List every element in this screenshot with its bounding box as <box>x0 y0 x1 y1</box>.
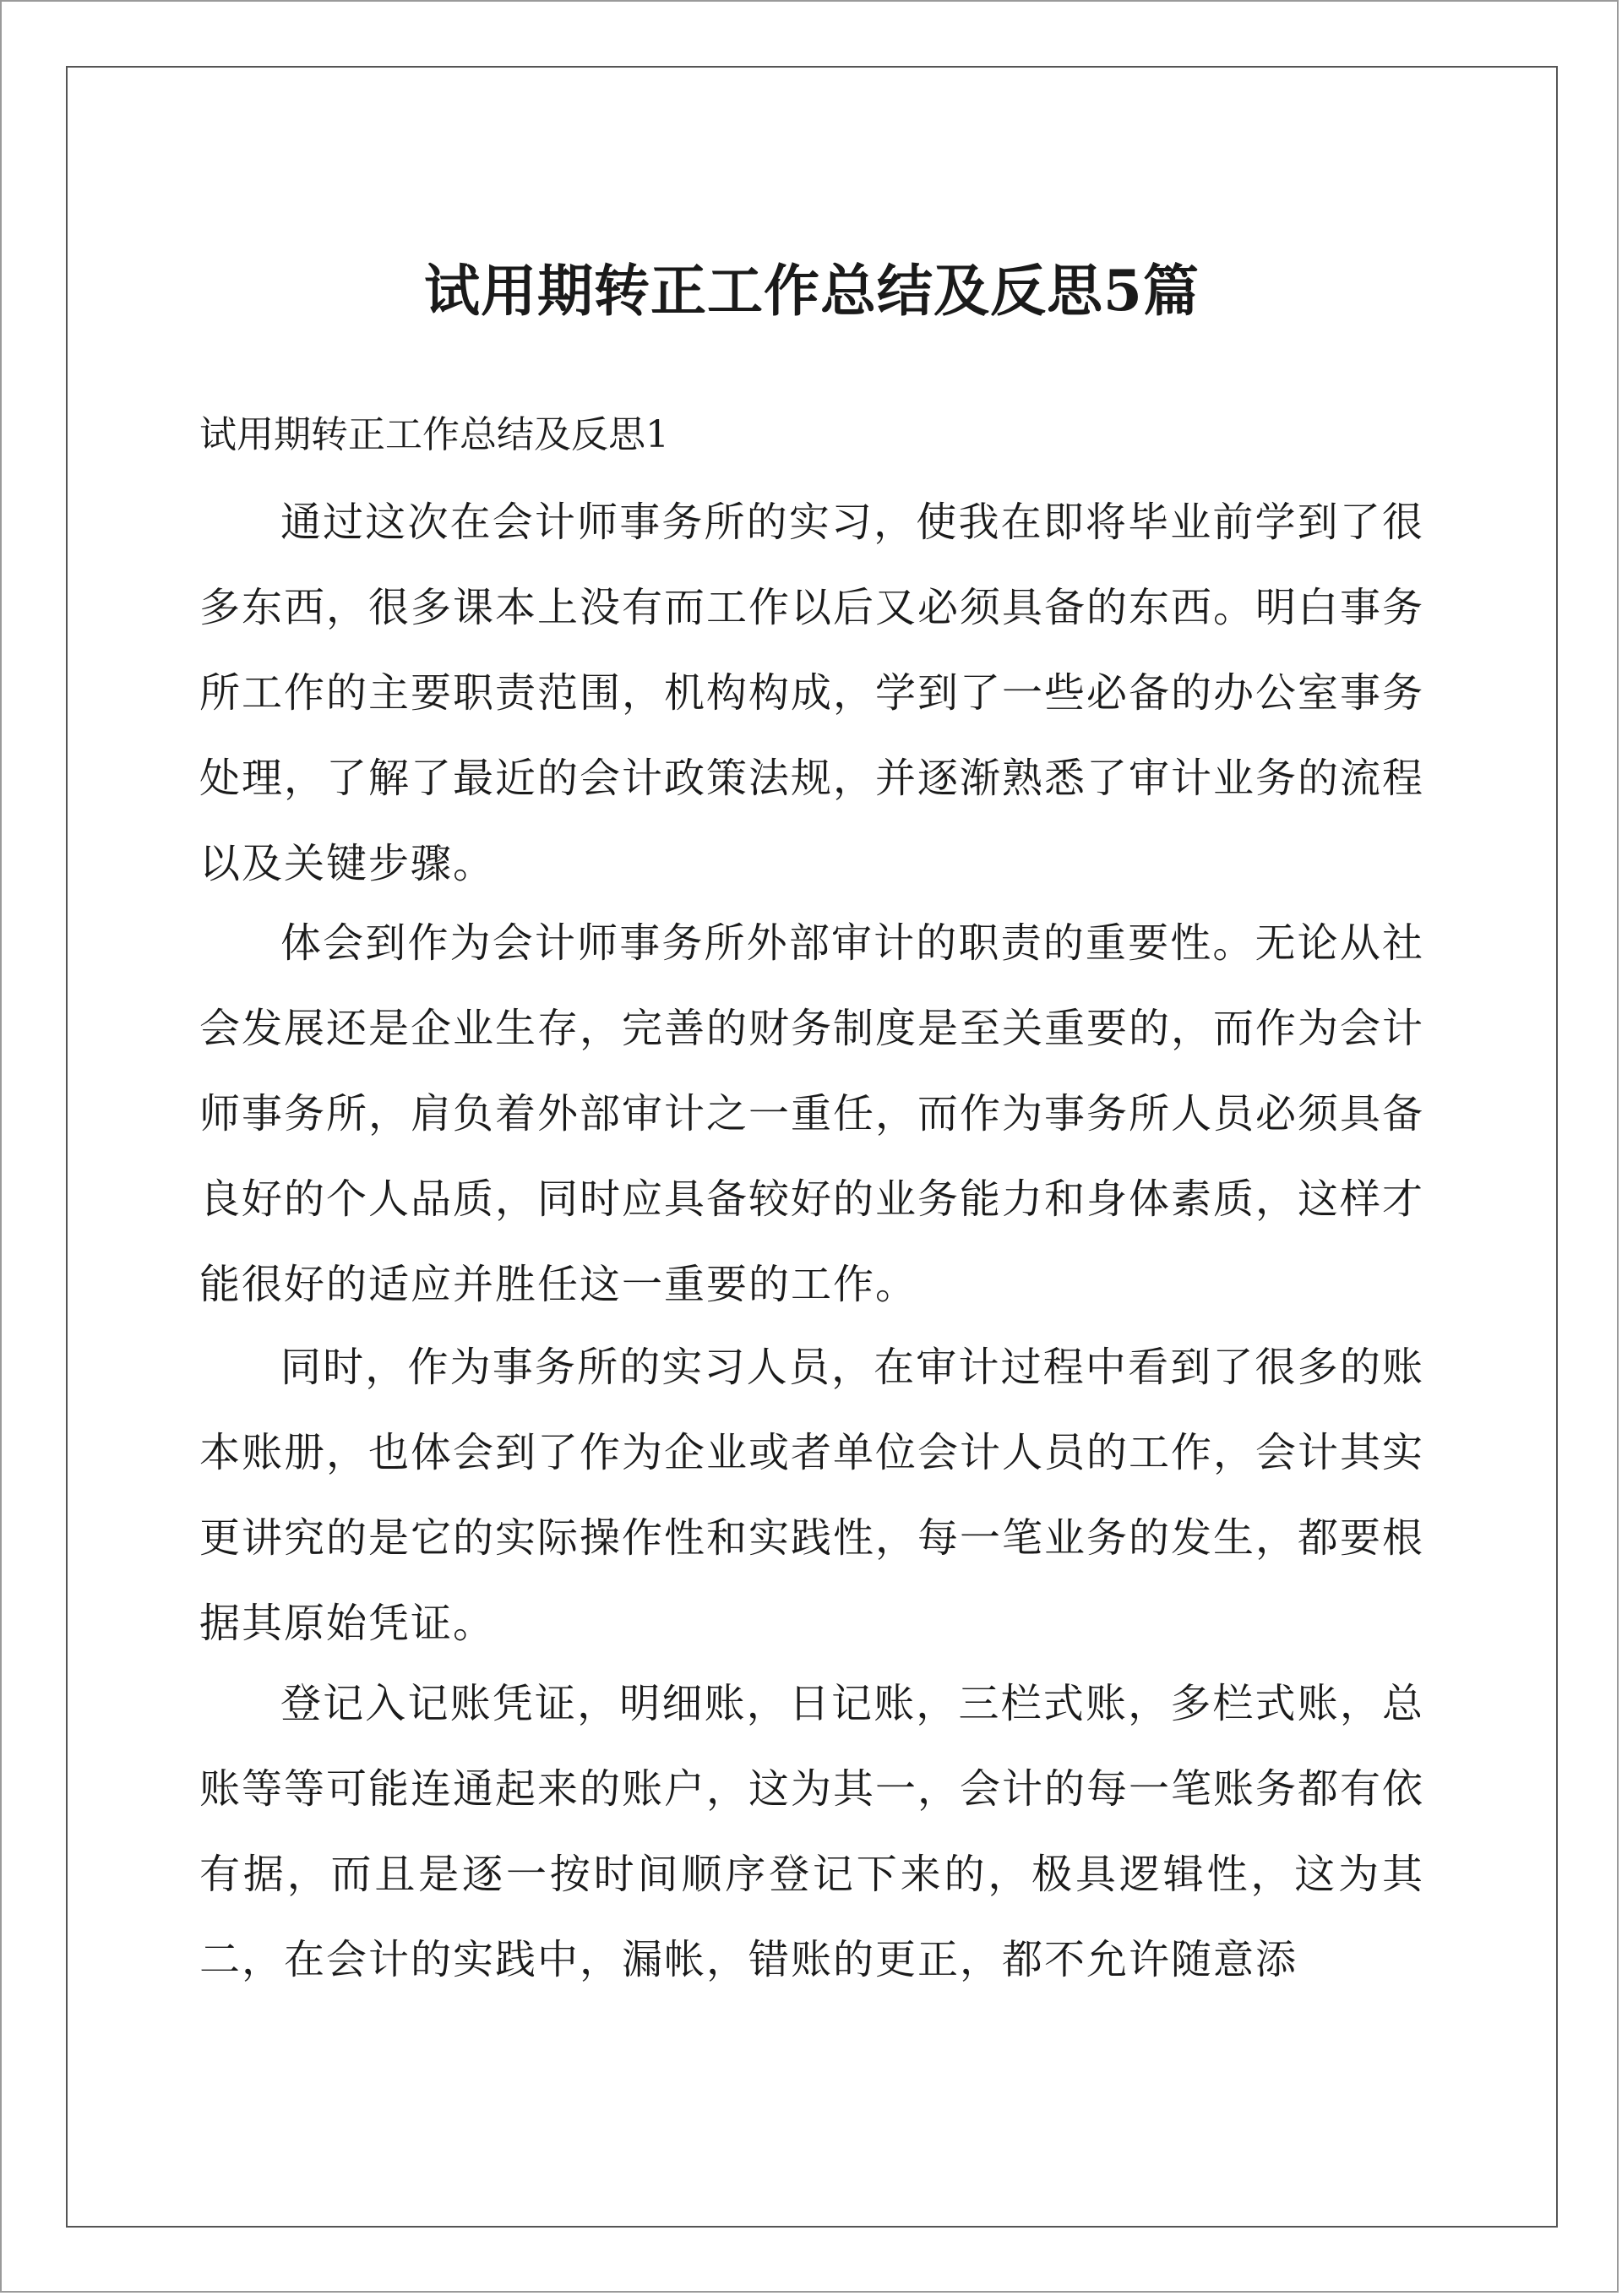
paragraph: 体会到作为会计师事务所外部审计的职责的重要性。无论从社会发展还是企业生存，完善的财务制度是至关重要的，而作为会计师事务所，肩负着外部审计之一重任，而作为事务所人员必须具备良好的个人品质，同时应具备较好的业务能力和身体素质，这样才能很好的适应并胜任这一重要的工作。 <box>199 919 1425 1308</box>
paragraph: 通过这次在会计师事务所的实习，使我在即将毕业前学到了很多东西，很多课本上没有而工作以后又必须具备的东西。明白事务所工作的主要职责范围，机构构成，学到了一些必备的办公室事务处理，了解了最近的会计政策法规，并逐渐熟悉了审计业务的流程以及关键步骤。 <box>199 499 1425 887</box>
section-heading: 试用期转正工作总结及反思1 <box>199 413 669 456</box>
paragraph: 登记入记账凭证，明细账，日记账，三栏式账，多栏式账，总账等等可能连通起来的账户，这为其一，会计的每一笔账务都有依有据，而且是逐一按时间顺序登记下来的，极具逻辑性，这为其二，在会计的实践中，漏帐，错账的更正，都不允许随意添 <box>199 1680 1425 1983</box>
paragraph: 同时，作为事务所的实习人员，在审计过程中看到了很多的账本账册，也体会到了作为企业或者单位会计人员的工作，会计其实更讲究的是它的实际操作性和实践性，每一笔业务的发生，都要根据其原始凭证。 <box>199 1344 1425 1647</box>
document-title: 试用期转正工作总结及反思5篇 <box>424 258 1200 324</box>
